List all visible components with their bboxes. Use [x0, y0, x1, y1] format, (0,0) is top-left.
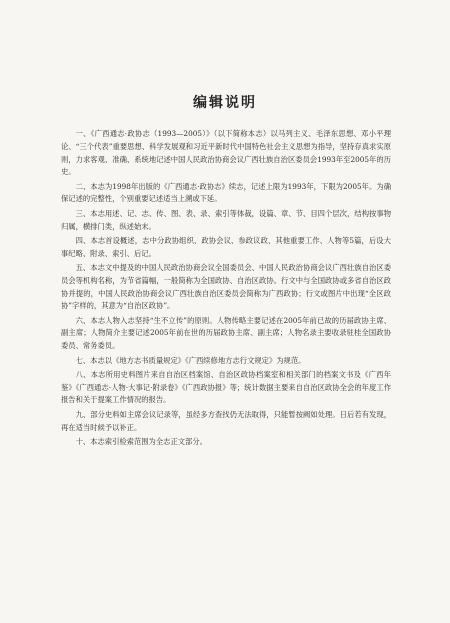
note-paragraph-9: 九、部分史料如主席会议记录等，虽经多方查找仍无法取得，只能暂按阙如处理。日后若有发现，再在适当时候予以补正。	[61, 409, 391, 432]
note-paragraph-5: 五、本志文中提及的中国人民政治协商会议全国委员会、中国人民政治协商会议广西壮族自治区委员会等机构名称，为节省篇幅，一般简称为全国政协、自治区政协。行文中与全国政协或多省自治区政协并提的，中国人民政治协商会议广西壮族自治区委员会简称为广西政协；行文或图片中出现“全区政协”字样的，其意为“自治区政协”。	[61, 262, 391, 311]
note-paragraph-4: 四、本志首设概述，志中分政协组织、政协会议、参政议政、其他重要工作、人物等5篇，后设大事纪略、附录、索引、后记。	[61, 235, 391, 258]
note-paragraph-6: 六、本志人物入志坚持“生不立传”的原则。人物传略主要记述在2005年前已故的历届政协主席、副主席；人物简介主要记述2005年前在世的历届政协主席、副主席；人物名录主要收录驻桂全国政协委员、常务委员。	[61, 315, 391, 351]
note-paragraph-7: 七、本志以《地方志书质量规定》《广西续修地方志行文规定》为规范。	[75, 355, 306, 365]
page-title: 编辑说明	[193, 95, 257, 111]
note-paragraph-8: 八、本志所用史料图片来自自治区档案馆、自治区政协档案室和相关部门的档案文书及《广西年鉴》《广西通志·人物·大事记·附录卷》《广西政协报》等；统计数据主要来自自治区政协全会的年度工作报告和关于提案工作情况的报告。	[61, 369, 391, 405]
note-paragraph-2: 二、本志为1998年出版的《广西通志·政协志》续志，记述上限为1993年，下限为2005年。为确保记述的完整性，个别重要记述适当上溯或下延。	[61, 181, 391, 204]
note-paragraph-3: 三、本志用述、记、志、传、图、表、录、索引等体裁，设篇、章、节、目四个层次，结构按事物归属，横排门类，纵述始末。	[61, 208, 391, 231]
editorial-notes-body	[61, 128, 391, 450]
note-paragraph-10: 十、本志索引检索范围为全志正文部分。	[75, 436, 207, 446]
note-paragraph-1: 一、《广西通志·政协志（1993—2005）》（以下简称本志）以马列主义、毛泽东思想、邓小平理论、“三个代表”重要思想、科学发展观和习近平新时代中国特色社会主义思想为指导，坚持存真求实原则，力求客观、准确、系统地记述中国人民政治协商会议广西壮族自治区委员会1993年至2005年的历史。	[61, 129, 391, 177]
